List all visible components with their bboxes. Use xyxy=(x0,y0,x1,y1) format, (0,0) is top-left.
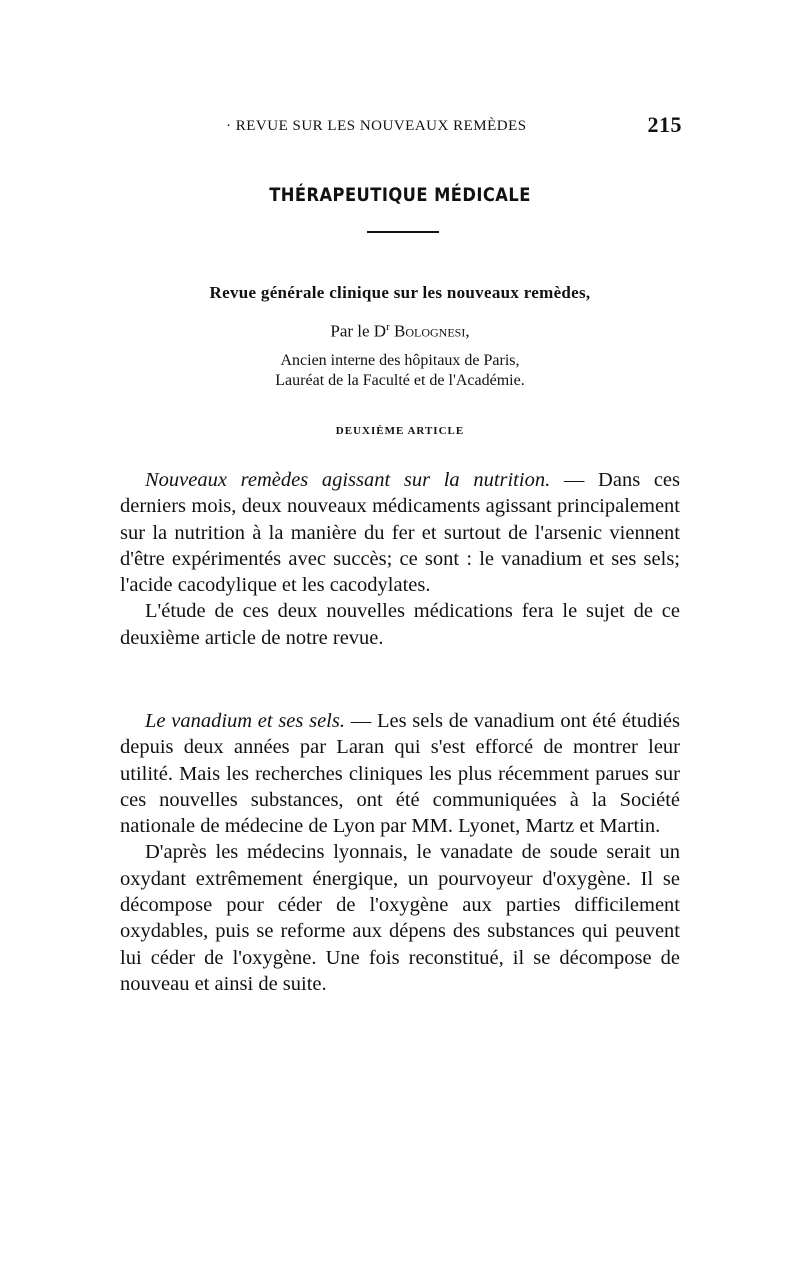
running-head-title: · REVUE SUR LES NOUVEAUX REMÈDES xyxy=(226,118,527,134)
article-title: Revue générale clinique sur les nouveaux remèdes, xyxy=(209,283,591,302)
paragraph-3 xyxy=(120,708,680,839)
text-block-vanadium xyxy=(120,708,680,997)
page-number: 215 xyxy=(647,112,682,137)
byline xyxy=(0,321,800,342)
byline-prefix: Par le D xyxy=(330,321,387,341)
affiliation-line-1: Ancien interne des hôpitaux de Paris, xyxy=(280,352,520,369)
paragraph-4 xyxy=(120,839,680,997)
text-block-nutrition xyxy=(120,467,680,651)
paragraph-3-heading: Le vanadium et ses sels. xyxy=(145,710,345,732)
paragraph-2-text: L'étude de ces deux nouvelles médications fera le sujet de ce deuxième article de notre revue. xyxy=(120,600,680,649)
paragraph-3-text: — Les sels de vanadium ont été étudiés depuis deux années par Laran qui s'est efforcé de montrer leur utilité. Mais les recherches cliniques les plus récemment parues sur ces nouvelles substances, ont été communiquées à la Société nationale de médecine de Lyon par MM. Lyonet, Martz et Martin. xyxy=(120,710,680,838)
title-rule xyxy=(367,231,439,233)
part-label: DEUXIÈME ARTICLE xyxy=(335,425,465,437)
paragraph-1-heading: Nouveaux remèdes agissant sur la nutrition. xyxy=(145,469,551,491)
paragraph-1-text: — Dans ces derniers mois, deux nouveaux médicaments agissant principalement sur la nutrition à la manière du fer et surtout de l'arsenic viennent d'être expérimentés avec succès; ce sont : le vanadium et ses sels; l'acide cacodylique et les cacodylates. xyxy=(120,469,681,597)
author-name: Bolognesi, xyxy=(394,321,470,341)
paragraph-4-text: D'après les médecins lyonnais, le vanadate de soude serait un oxydant extrêmement énergique, un pourvoyeur d'oxygène. Il se décompose pour céder de l'oxygène aux parties difficilement oxydables, puis se reforme aux dépens des substances qui peuvent lui céder de l'oxygène. Une fois reconstitué, il se décompose de nouveau et ainsi de suite. xyxy=(120,841,680,995)
paragraph-2 xyxy=(120,598,680,651)
section-title: THÉRAPEUTIQUE MÉDICALE xyxy=(269,184,531,206)
affiliation-line-2: Lauréat de la Faculté et de l'Académie. xyxy=(275,372,525,389)
paragraph-1 xyxy=(120,467,680,598)
affiliation xyxy=(0,351,800,391)
byline-sup: r xyxy=(386,321,390,333)
